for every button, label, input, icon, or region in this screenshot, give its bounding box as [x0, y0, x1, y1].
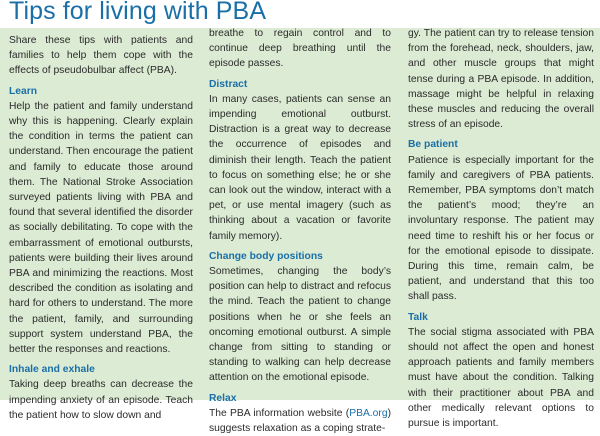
- tips-box: [0, 28, 600, 435]
- page-title: Tips for living with PBA: [9, 0, 267, 25]
- heading-change-body-positions: Change body positions: [209, 250, 323, 262]
- body-talk: The social stigma associated with PBA should not affect the open and honest approach patients and family members must have about the condition. Talking with their practitioner about PBA and other medically relevant options to pursue is important.: [408, 326, 594, 430]
- heading-relax: Relax: [209, 392, 237, 404]
- body-distract: In many cases, patients can sense an impending emotional outburst. Distraction is a great way to decrease the occurrence of episodes and diminish their length. Teach the patient to focus on something else; he or she can look out the window, interact with a pet, or use mental imagery (such as thinking about a vacation or favorite family memory).: [209, 93, 391, 242]
- column-3: [408, 26, 594, 431]
- body-relax-part1: [209, 406, 391, 436]
- relax-text-before-link: The PBA information website (: [209, 407, 350, 419]
- body-inhale-exhale-part2: breathe to regain control and to continue deep breathing until the episode passes.: [209, 28, 391, 70]
- heading-talk: Talk: [408, 311, 428, 323]
- body-relax-part2: gy. The patient can try to release tension from the forehead, neck, shoulders, jaw, and other muscle groups that might tense during a PBA episode. In addition, massage might be helpful in relaxing these muscles and reducing the overall stress of an episode.: [408, 28, 594, 131]
- body-change-body-positions: Sometimes, changing the body’s position can help to distract and refocus the mind. Teach the patient to change positions when he or she feels an oncoming emotional outburst. A simple change from sitting to standing or standing to walking can help decrease attention on the emotional episode.: [209, 266, 391, 384]
- column-1: [9, 33, 193, 423]
- body-learn: Help the patient and family understand why this is happening. Clearly explain the condition in terms the patient can understand. Then encourage the patient and family to educate those around them. The National Stroke Association surveyed patients living with PBA and found that several identified the disorder as socially debilitating. To cope with the embarrassment of emotional outbursts, patients were building their lives around PBA and minimizing the reactions. Most described the condition as isolating and hard for others to understand. The more the patient, family, and surrounding support system understand PBA, the better the responses and reactions.: [9, 100, 193, 356]
- intro-text: Share these tips with patients and families to help them cope with the effects of pseudobulbar affect (PBA).: [9, 35, 193, 77]
- body-be-patient: Patience is especially important for the family and caregivers of PBA patients. Remember, PBA symptoms don’t match the patient’s mood; they’re an involuntary response. The patient may need time to reshift his or her focus or for the emotional episode to dissipate. During this time, remain calm, be patient, and understand that this too shall pass.: [408, 154, 594, 303]
- heading-distract: Distract: [209, 78, 248, 90]
- heading-learn: Learn: [9, 85, 38, 97]
- body-inhale-exhale-part1: Taking deep breaths can decrease the impending anxiety of an episode. Teach the patient how to slow down and: [9, 379, 193, 421]
- heading-inhale-exhale: Inhale and exhale: [9, 364, 95, 376]
- pba-website-link[interactable]: PBA.org: [349, 407, 388, 419]
- column-2: [209, 26, 391, 436]
- heading-be-patient: Be patient: [408, 139, 458, 151]
- title-bar: [0, 0, 600, 26]
- relax-text-after-link-start: ) suggests relaxation as a coping strate-: [209, 407, 391, 435]
